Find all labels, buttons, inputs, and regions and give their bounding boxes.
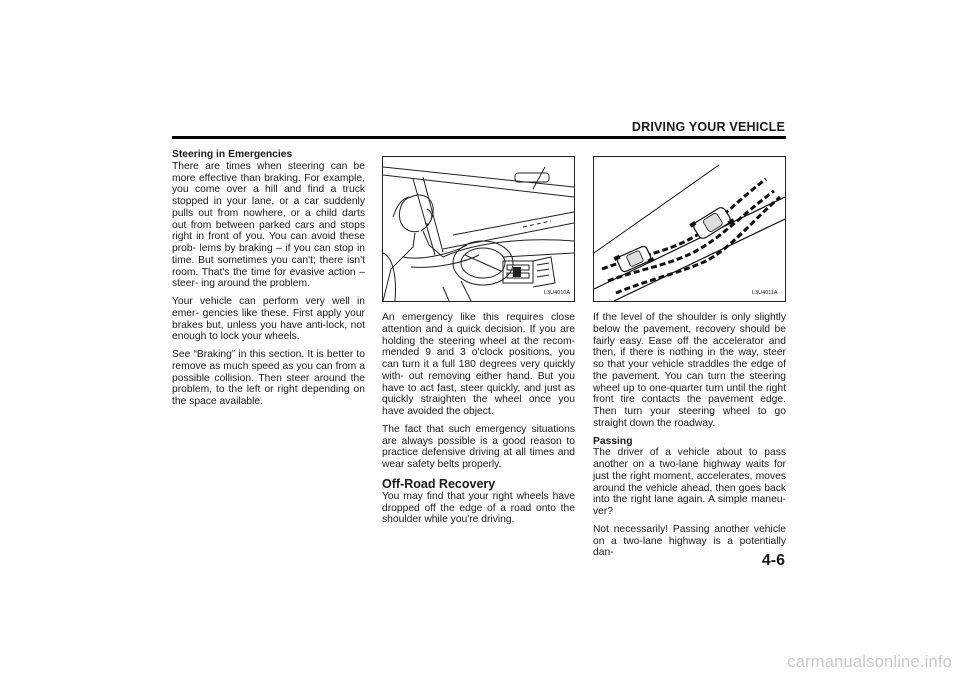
paragraph: An emergency like this requires close attention and a quick decision. If you are holding the steering wheel at the recom- mended 9 and 3 o'clock positions, you can turn it a full 180 degrees very quickly with- out removing either hand. But you have to act fast, steer quickly, and just as quickly straighten the wheel once you have avoided the object. bbox=[382, 312, 575, 417]
figure-caption: L3U4011A bbox=[752, 290, 778, 296]
car-rear bbox=[613, 243, 654, 276]
off-road-recovery-illustration-icon bbox=[594, 157, 785, 301]
off-road-recovery-figure bbox=[593, 156, 786, 302]
off-road-recovery-paragraph bbox=[382, 477, 575, 526]
driver-steering-illustration-icon bbox=[383, 157, 574, 301]
passing-heading: Passing bbox=[593, 435, 633, 447]
steering-emergencies-heading: Steering in Emergencies bbox=[172, 149, 293, 160]
driver-steering-figure bbox=[382, 156, 575, 302]
steering-emergencies-paragraph bbox=[172, 149, 365, 290]
right-column bbox=[593, 312, 786, 565]
passing-text: The driver of a vehicle about to pass another on a two-lane highway waits for just the right moment, accelerates, moves around the vehicle ahead, then goes back into the right lane again. A simple maneu- ver? bbox=[593, 447, 786, 517]
page-number: 4-6 bbox=[761, 552, 785, 569]
left-column bbox=[172, 149, 365, 414]
steering-emergencies-text: There are times when steering can be more effective than braking. For example, you come over a hill and find a truck stopped in your lane, or a car suddenly pulls out from nowhere, or a child darts out from between parked cars and stops right in front of you. You can avoid these prob- lems by braking – if you can stop in time. But sometimes you can't; there isn't room. That's the time for evasive action – steer- ing around the problem. bbox=[172, 160, 365, 290]
off-road-recovery-heading: Off-Road Recovery bbox=[382, 476, 496, 491]
paragraph: Your vehicle can perform very well in emer- gencies like these. First apply your brakes but, unless you have anti-lock, not enough to lock your wheels. bbox=[172, 296, 365, 343]
section-title: DRIVING YOUR VEHICLE bbox=[631, 120, 785, 134]
figure-caption: L3U4010A bbox=[544, 290, 570, 296]
passing-paragraph bbox=[593, 436, 786, 518]
watermark: carmanualsonline.info bbox=[787, 653, 952, 671]
paragraph: The fact that such emergency situations are always possible is a good reason to practice defensive driving at all times and wear safety belts properly. bbox=[382, 423, 575, 470]
header-rule bbox=[172, 136, 786, 139]
paragraph: Not necessarily! Passing another vehicle on a two-lane highway is a potentially dan- bbox=[593, 523, 786, 559]
paragraph: If the level of the shoulder is only slightly below the pavement, recovery should be fairly easy. Ease off the accelerator and then, if there is nothing in the way, steer so that your vehicle straddles the edge of the pavement. You can turn the steering wheel up to one-quarter turn until the right front tire contacts the pavement edge. Then turn your steering wheel to go straight down the roadway. bbox=[593, 312, 786, 429]
middle-column bbox=[382, 312, 575, 526]
off-road-recovery-text: You may find that your right wheels have dropped off the edge of a road onto the shoulder while you're driving. bbox=[382, 490, 575, 526]
paragraph: See “Braking” in this section. It is better to remove as much speed as you can from a possible collision. Then steer around the problem, to the left or right depending on the space available. bbox=[172, 349, 365, 407]
